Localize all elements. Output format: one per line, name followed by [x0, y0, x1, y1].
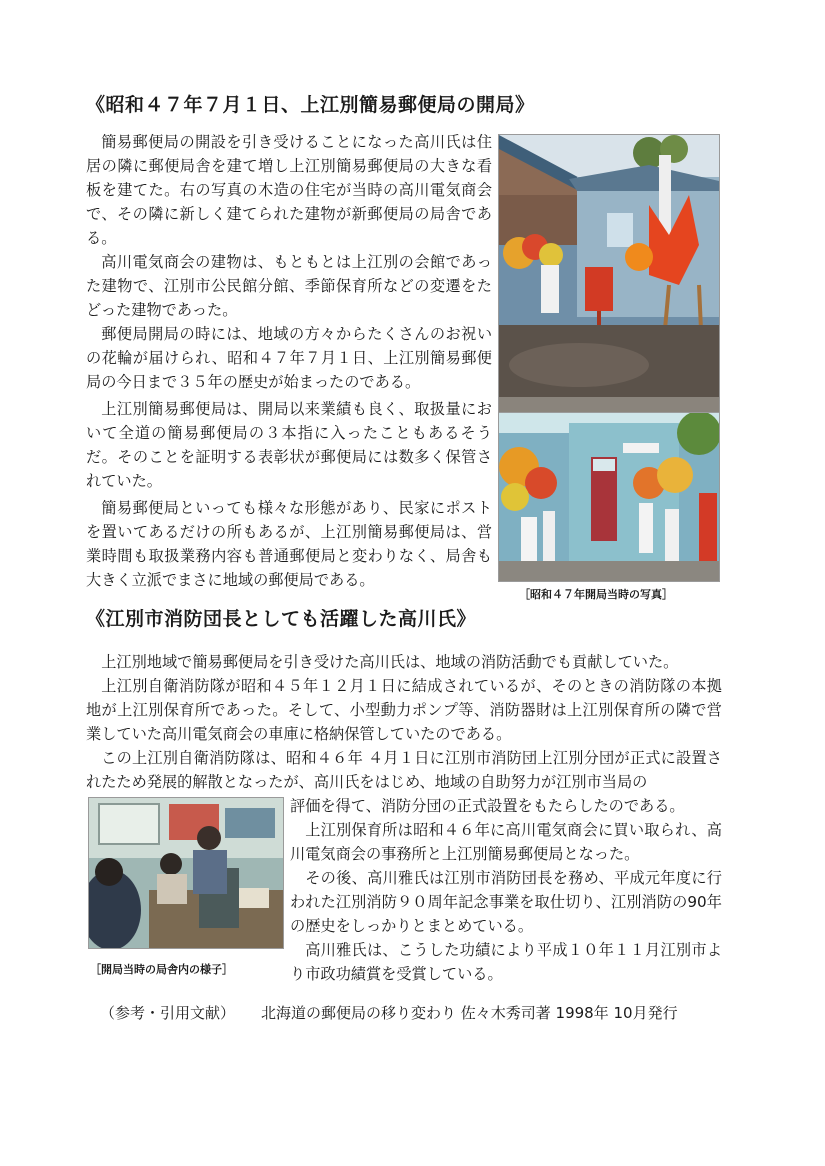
opening-day-photo-bottom: [498, 412, 720, 582]
section2-paragraph: 上江別自衛消防隊が昭和４５年１２月１日に結成されているが、そのときの消防隊の本拠地が上江別保育所であった。そして、小型動力ポンプ等、消防器財は上江別保育所の隣で営業していた高川電気商会の車庫に格納保管していたのである。: [86, 677, 722, 743]
opening-day-photo-top: [498, 134, 720, 413]
section1-paragraph: 高川電気商会の建物は、もともとは上江別の会館であった建物で、江別市公民館分館、季節保育所などの変遷をたどった建物であった。: [86, 253, 492, 319]
section1-paragraph: 簡易郵便局といっても様々な形態があり、民家にポストを置いてあるだけの所もあるが、上江別簡易郵便局は、営業時間も取扱業務内容も普通郵便局と変わりなく、局舎も大きく立派でまさに地域の郵便局である。: [86, 499, 492, 589]
section1-heading: 《昭和４７年７月１日、上江別簡易郵便局の開局》: [86, 94, 535, 116]
photo-caption-opening: ［昭和４７年開局当時の写真］: [519, 588, 673, 601]
section2-body-full: [86, 650, 722, 794]
section2-body-wrapped: [290, 794, 722, 986]
reference-label: （参考・引用文献）: [100, 1004, 236, 1022]
section2-paragraph: 上江別保育所は昭和４６年に高川電気商会に買い取られ、高川電気商会の事務所と上江別簡易郵便局となった。: [290, 821, 722, 863]
section2-paragraph: 高川雅氏は、こうした功績により平成１０年１１月江別市より市政功績賞を受賞している。: [290, 941, 722, 983]
section2-paragraph: その後、高川雅氏は江別市消防団長を務め、平成元年度に行われた江別消防９０周年記念事業を取仕切り、江別消防の90年の歴史をしっかりとまとめている。: [290, 869, 722, 935]
section1-paragraph: 簡易郵便局の開設を引き受けることになった高川氏は住居の隣に郵便局舎を建て増し上江別簡易郵便局の大きな看板を建てた。右の写真の木造の住宅が当時の高川電気商会で、その隣に新しく建てられた建物が新郵便局の局舎である。: [86, 133, 493, 247]
section2-paragraph: この上江別自衛消防隊は、昭和４６年 ４月１日に江別市消防団上江別分団が正式に設置されたため発展的解散となったが、高川氏をはじめ、地域の自助努力が江別市当局の: [86, 749, 722, 791]
section1-paragraph: 上江別簡易郵便局は、開局以来業績も良く、取扱量において全道の簡易郵便局の３本指に入ったこともあるそうだ。そのことを証明する表彰状が郵便局には数多く保管されていた。: [86, 400, 492, 490]
section2-heading: 《江別市消防団長としても活躍した高川氏》: [86, 608, 477, 630]
reference-line: [100, 1002, 678, 1023]
reference-text: 北海道の郵便局の移り変わり 佐々木秀司著 1998年 10月発行: [261, 1004, 678, 1022]
photo-caption-interior: ［開局当時の局舎内の様子］: [90, 963, 233, 976]
post-office-interior-photo: [88, 797, 284, 949]
section2-paragraph: 上江別地域で簡易郵便局を引き受けた高川氏は、地域の消防活動でも貢献していた。: [101, 653, 679, 671]
section1-body: [86, 130, 492, 592]
section2-paragraph-continued: 評価を得て、消防分団の正式設置をもたらしたのである。: [290, 797, 685, 815]
section1-paragraph: 郵便局開局の時には、地域の方々からたくさんのお祝いの花輪が届けられ、昭和４７年７月１日、上江別簡易郵便局の今日まで３５年の歴史が始まったのである。: [86, 325, 492, 391]
